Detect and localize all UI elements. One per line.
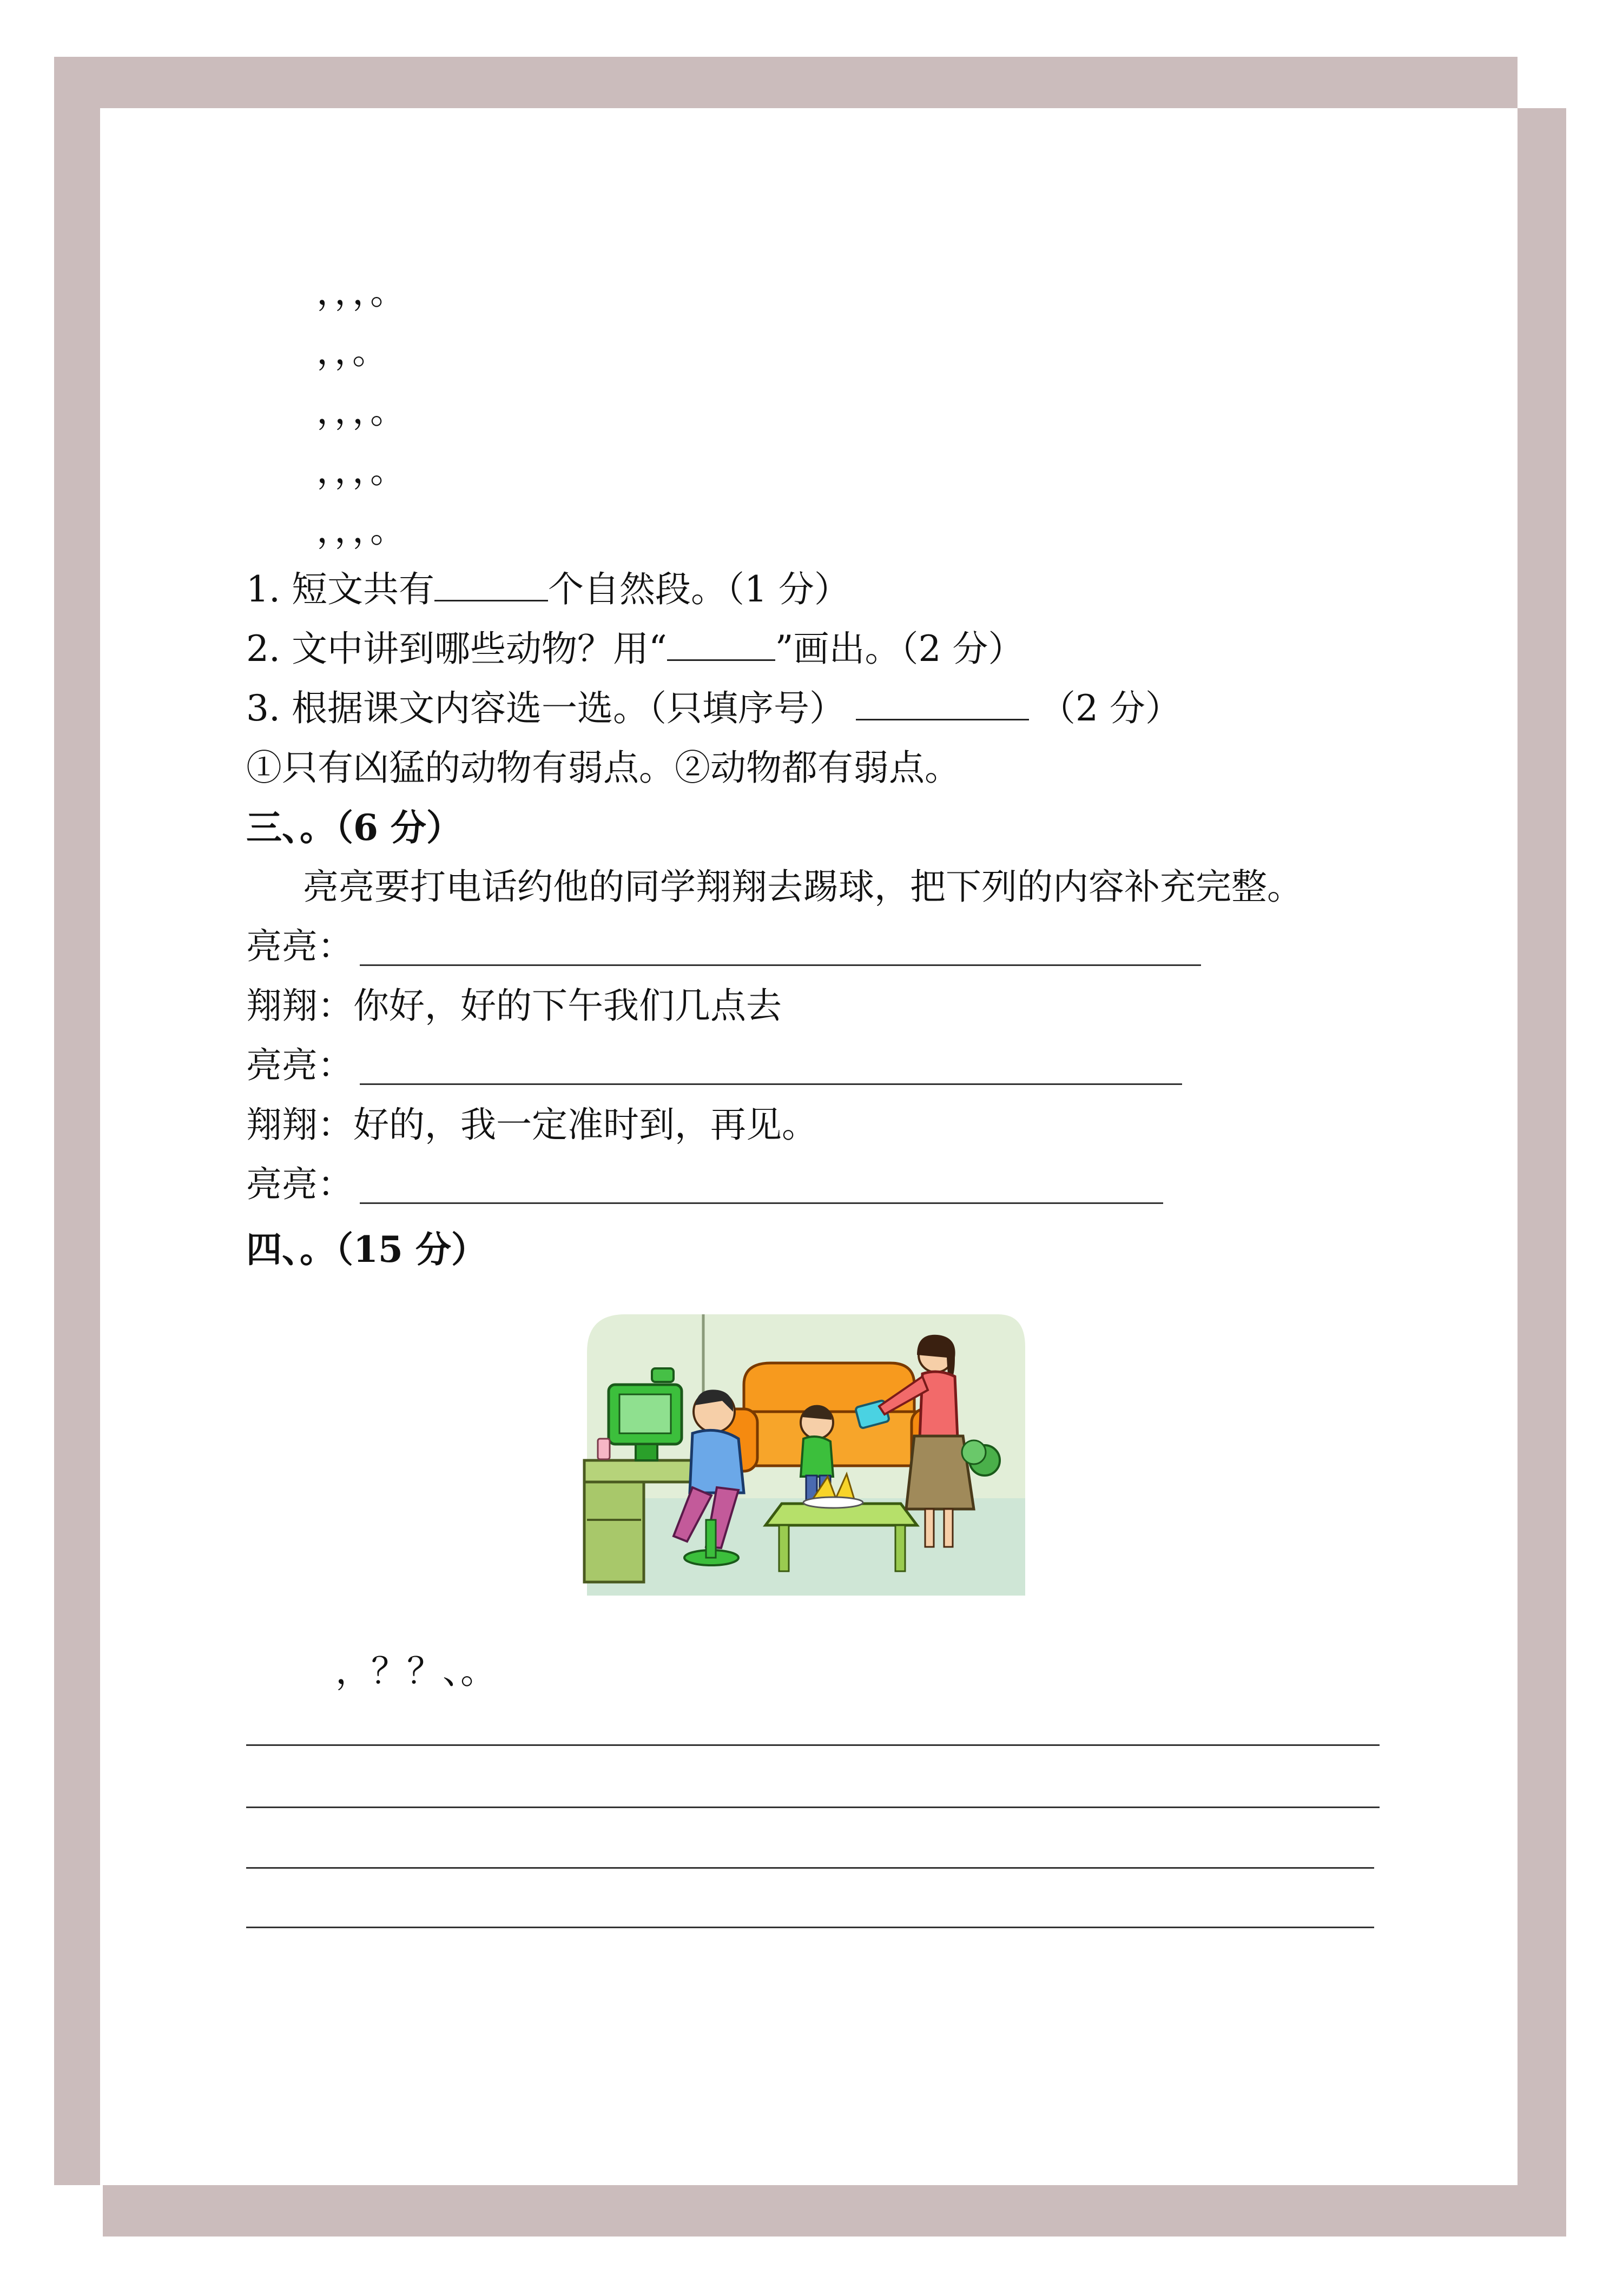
- dialogue-answer-line-5[interactable]: [360, 1202, 1163, 1204]
- question-3: [246, 684, 1181, 733]
- dialogue-speaker-3: 亮亮：: [246, 1044, 353, 1086]
- dialogue-speaker-5: 亮亮：: [246, 1163, 353, 1205]
- section-3-instruction: 亮亮要打电话约他的同学翔翔去踢球，把下列的内容补充完整。: [303, 866, 1303, 908]
- writing-line-1[interactable]: [246, 1744, 1380, 1746]
- question-3-blank[interactable]: [856, 687, 1029, 720]
- writing-line-2[interactable]: [246, 1807, 1380, 1808]
- question-2-text: 2. 文中讲到哪些动物？用“: [246, 628, 667, 670]
- writing-line-4[interactable]: [246, 1927, 1374, 1928]
- dialogue-speaker-4: 翔翔：: [246, 1104, 353, 1146]
- question-1-score: 个自然段。（1 分）: [547, 568, 850, 610]
- dialogue-line-4: [246, 1101, 817, 1149]
- question-1-blank[interactable]: [434, 568, 548, 601]
- section-4-prompt: ，？？、。: [335, 1650, 496, 1692]
- family-scene-illustration: [576, 1304, 1031, 1601]
- question-3-score: （2 分）: [1039, 687, 1181, 729]
- passage-line-4: ，，，。: [316, 449, 406, 491]
- dialogue-speaker-2: 翔翔：: [246, 985, 353, 1027]
- dialogue-text-2: 你好，好的下午我们几点去: [353, 985, 782, 1027]
- question-3-options: ①只有凶猛的动物有弱点。②动物都有弱点。: [246, 747, 960, 789]
- dialogue-text-4: 好的，我一定准时到，再见。: [353, 1104, 817, 1146]
- writing-line-3[interactable]: [246, 1867, 1374, 1869]
- passage-line-1: ，，，。: [316, 271, 406, 313]
- question-2-blank[interactable]: [667, 628, 775, 661]
- dialogue-speaker-1: 亮亮：: [246, 925, 353, 967]
- dialogue-answer-line-3[interactable]: [360, 1083, 1182, 1085]
- section-3-heading: 三、。（6 分）: [246, 806, 462, 849]
- passage-line-3: ，，，。: [316, 390, 406, 432]
- passage-line-2: ，，。: [316, 330, 388, 372]
- dialogue-line-2: [246, 982, 782, 1030]
- dialogue-answer-line-1[interactable]: [360, 964, 1201, 966]
- question-2: [246, 625, 1024, 673]
- question-3-text: 3. 根据课文内容选一选。（只填序号）: [246, 687, 845, 729]
- question-2-score: ”画出。（2 分）: [775, 628, 1024, 670]
- passage-line-5: ，，，。: [316, 509, 406, 551]
- question-1-text: 1. 短文共有: [246, 568, 434, 610]
- section-4-heading: 四、。（15 分）: [246, 1228, 487, 1271]
- question-1: [246, 565, 850, 614]
